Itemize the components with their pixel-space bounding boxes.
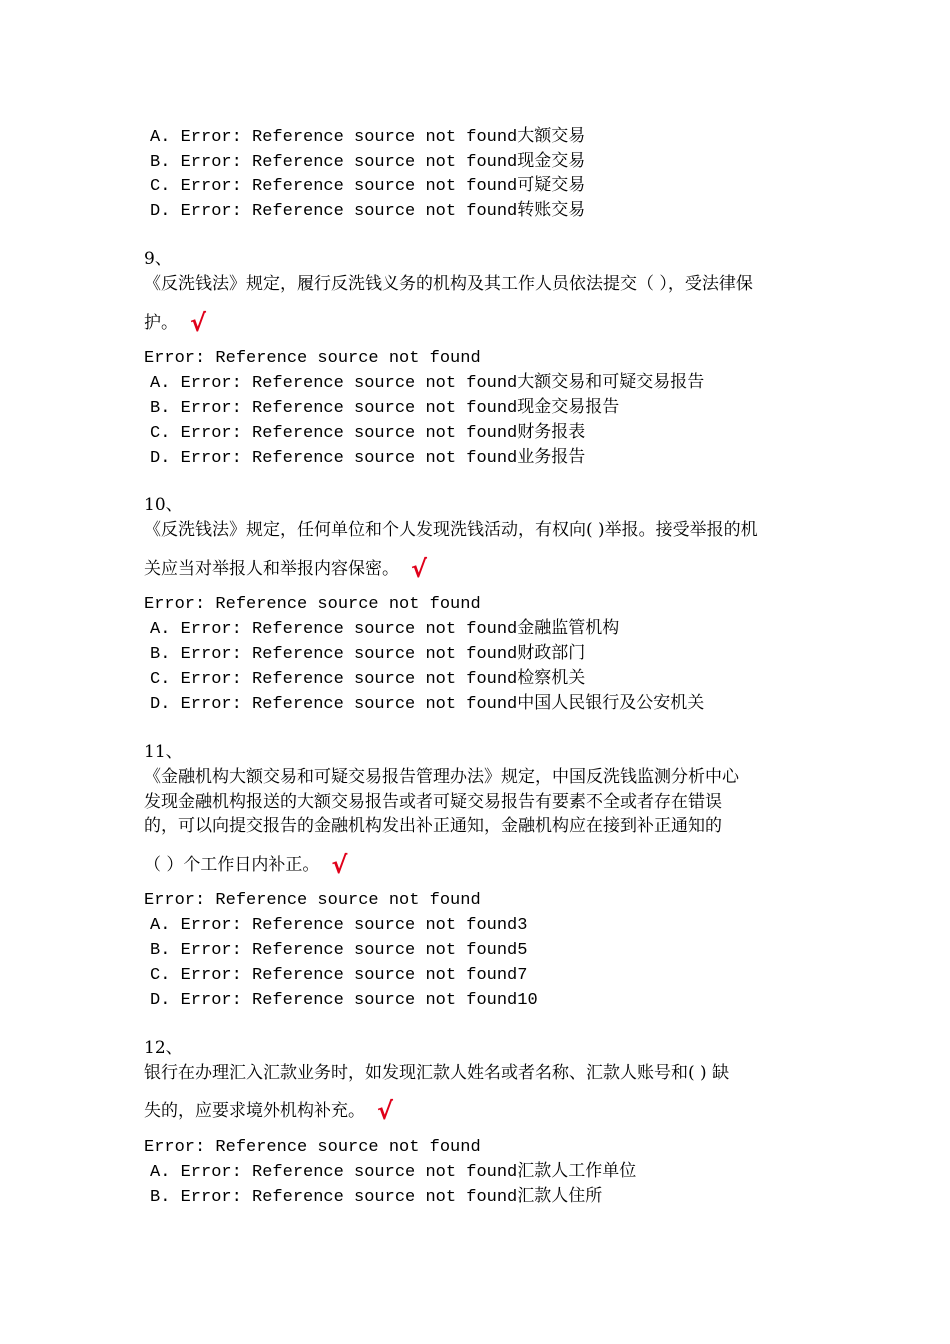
question-text: 《反洗钱法》规定，任何单位和个人发现洗钱活动，有权向( )举报。接受举报的机 xyxy=(144,520,758,540)
option-a: A. Error: Reference source not found3 xyxy=(150,916,528,935)
question-number: 10、 xyxy=(144,495,183,515)
question-text: 《金融机构大额交易和可疑交易报告管理办法》规定，中国反洗钱监测分析中心 xyxy=(144,767,739,787)
option-a: A. Error: Reference source not found大额交易 xyxy=(150,128,586,147)
question-text-cont: 的，可以向提交报告的金融机构发出补正通知，金融机构应在接到补正通知的 xyxy=(144,816,722,836)
option-a: A. Error: Reference source not found汇款人工作单位 xyxy=(150,1163,637,1182)
option-a: A. Error: Reference source not found金融监管机构 xyxy=(150,620,620,639)
question-number: 12、 xyxy=(144,1038,183,1058)
question-text-cont: 护。 √ xyxy=(144,309,207,337)
option-b: B. Error: Reference source not found5 xyxy=(150,941,528,960)
question-text: 银行在办理汇入汇款业务时，如发现汇款人姓名或者名称、汇款人账号和( ) 缺 xyxy=(144,1063,730,1083)
option-c: C. Error: Reference source not found7 xyxy=(150,966,528,985)
check-mark-icon: √ xyxy=(377,1097,394,1125)
error-reference: Error: Reference source not found xyxy=(144,349,481,368)
option-c: C. Error: Reference source not found检察机关 xyxy=(150,670,586,689)
check-mark-icon: √ xyxy=(190,309,207,337)
option-a: A. Error: Reference source not found大额交易和可疑交易报告 xyxy=(150,374,705,393)
option-b: B. Error: Reference source not found现金交易报告 xyxy=(150,399,620,418)
check-mark-icon: √ xyxy=(331,851,348,879)
error-reference: Error: Reference source not found xyxy=(144,1138,481,1157)
question-text-cont: 失的，应要求境外机构补充。 √ xyxy=(144,1097,394,1125)
option-b: B. Error: Reference source not found财政部门 xyxy=(150,645,586,664)
check-mark-icon: √ xyxy=(411,555,428,583)
option-b: B. Error: Reference source not found汇款人住所 xyxy=(150,1188,603,1207)
error-reference: Error: Reference source not found xyxy=(144,595,481,614)
option-d: D. Error: Reference source not found中国人民银行及公安机关 xyxy=(150,695,705,714)
question-text-cont: （ ）个工作日内补正。 √ xyxy=(144,851,348,879)
question-text-cont: 发现金融机构报送的大额交易报告或者可疑交易报告有要素不全或者存在错误 xyxy=(144,792,722,812)
option-c: C. Error: Reference source not found财务报表 xyxy=(150,424,586,443)
question-text: 《反洗钱法》规定，履行反洗钱义务的机构及其工作人员依法提交（ ），受法律保 xyxy=(144,274,753,294)
error-reference: Error: Reference source not found xyxy=(144,891,481,910)
option-c: C. Error: Reference source not found可疑交易 xyxy=(150,177,586,196)
option-d: D. Error: Reference source not found业务报告 xyxy=(150,449,586,468)
question-text-cont: 关应当对举报人和举报内容保密。 √ xyxy=(144,555,428,583)
option-d: D. Error: Reference source not found10 xyxy=(150,991,538,1010)
question-number: 9、 xyxy=(144,249,172,269)
option-d: D. Error: Reference source not found转账交易 xyxy=(150,202,586,221)
question-number: 11、 xyxy=(144,742,183,762)
option-b: B. Error: Reference source not found现金交易 xyxy=(150,153,586,172)
